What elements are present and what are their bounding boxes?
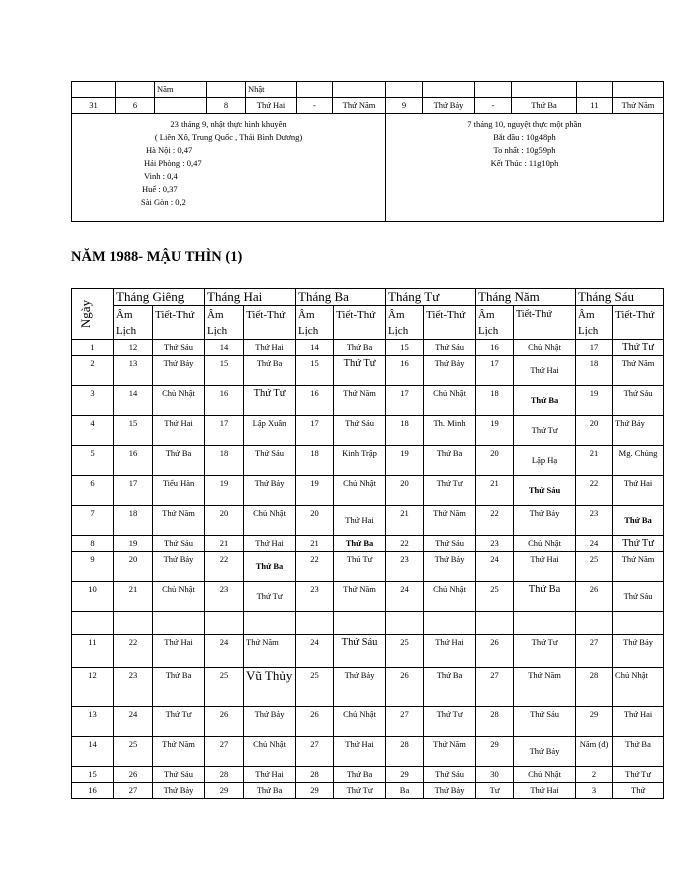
day-number-cell: 3: [72, 386, 114, 416]
blank-calendar-row: [72, 612, 664, 635]
blank-cell: [244, 612, 296, 635]
calendar-cell: 29: [205, 783, 244, 799]
calendar-cell: 24: [476, 552, 514, 582]
calendar-cell: Thứ Hai: [244, 340, 296, 356]
tiet-thu-header: Tiết-Thứ: [424, 306, 476, 340]
day-number-cell: 14: [72, 737, 114, 767]
calendar-cell: 29: [296, 783, 334, 799]
calendar-cell: 25: [476, 582, 514, 612]
tiet-thu-header: Tiết-Thứ: [334, 306, 386, 340]
calendar-cell: 19: [386, 446, 424, 476]
calendar-cell: Thứ Tư: [334, 783, 386, 799]
blank-cell: [153, 612, 205, 635]
calendar-cell: 15: [205, 356, 244, 386]
calendar-cell: 16: [386, 356, 424, 386]
calendar-cell: Chủ Nhật: [334, 476, 386, 506]
calendar-cell: Thứ Hai: [334, 737, 386, 767]
calendar-cell: 17: [476, 356, 514, 386]
blank-cell: [334, 612, 386, 635]
calendar-cell: Thứ Ba: [334, 536, 386, 552]
calendar-cell: Tiểu Hàn: [153, 476, 205, 506]
calendar-cell: Thứ Hai: [424, 635, 476, 668]
calendar-cell: 23: [114, 668, 153, 707]
calendar-row: [72, 737, 664, 767]
calendar-cell: Chủ Nhật: [424, 386, 476, 416]
day-number-cell: 15: [72, 767, 114, 783]
month-header: Tháng Năm: [476, 289, 576, 306]
calendar-cell: 29: [386, 767, 424, 783]
calendar-cell: 27: [386, 707, 424, 737]
calendar-row: [72, 552, 664, 582]
calendar-row: [72, 536, 664, 552]
calendar-cell: Thứ Hai: [514, 552, 576, 582]
tiet-thu-header: Tiết-Thứ: [244, 306, 296, 340]
day-number-cell: 5: [72, 446, 114, 476]
calendar-cell: Thứ Năm: [334, 582, 386, 612]
calendar-cell: 23: [476, 536, 514, 552]
blank-cell: [576, 612, 613, 635]
calendar-cell: 27: [114, 783, 153, 799]
calendar-cell: Thứ: [613, 783, 664, 799]
calendar-cell: 21: [386, 506, 424, 536]
calendar-cell: 22: [205, 552, 244, 582]
blank-cell: [613, 612, 664, 635]
calendar-cell: Chủ Nhật: [334, 707, 386, 737]
calendar-cell: 27: [476, 668, 514, 707]
calendar-cell: Chủ Nhật: [153, 386, 205, 416]
calendar-cell: Thứ Năm: [424, 506, 476, 536]
calendar-cell: 28: [296, 767, 334, 783]
calendar-cell: Thứ Năm: [244, 635, 296, 668]
calendar-cell: Chủ Nhật: [514, 536, 576, 552]
am-lich-header: Âm Lịch: [205, 306, 244, 340]
calendar-cell: Vũ Thủy: [244, 668, 296, 707]
calendar-cell: 26: [476, 635, 514, 668]
calendar-cell: Thứ Năm: [613, 356, 664, 386]
calendar-row: [72, 582, 664, 612]
calendar-cell: 26: [205, 707, 244, 737]
calendar-cell: Thứ Bảy: [424, 356, 476, 386]
calendar-cell: Thứ Bảy: [244, 476, 296, 506]
calendar-cell: Kinh Trập: [334, 446, 386, 476]
calendar-cell: 19: [476, 416, 514, 446]
calendar-body: [72, 340, 664, 799]
calendar-cell: Thứ Ba: [514, 582, 576, 612]
month-header-row: [72, 289, 664, 306]
day-31-row: 31 6 8 Thứ Hai - Thứ Năm 9 Thứ Bảy - Thứ Ba 11 Thứ Năm: [72, 98, 664, 114]
tiet-thu-header: Tiết-Thứ: [153, 306, 205, 340]
calendar-cell: 15: [386, 340, 424, 356]
calendar-cell: Thứ Tư: [244, 386, 296, 416]
calendar-cell: Thứ Tư: [613, 340, 664, 356]
calendar-cell: Thứ Sáu: [334, 635, 386, 668]
calendar-cell: Thứ Hai: [334, 506, 386, 536]
calendar-row: [72, 476, 664, 506]
calendar-cell: Thứ Ba: [424, 446, 476, 476]
am-lich-header: Âm Lịch: [576, 306, 613, 340]
calendar-cell: Thứ Năm: [514, 668, 576, 707]
calendar-cell: Thứ Năm: [153, 737, 205, 767]
calendar-cell: 26: [576, 582, 613, 612]
calendar-cell: Thứ Ba: [613, 737, 664, 767]
calendar-row: [72, 506, 664, 536]
calendar-cell: 28: [386, 737, 424, 767]
calendar-cell: 21: [114, 582, 153, 612]
calendar-cell: 24: [114, 707, 153, 737]
day-number-cell: 8: [72, 536, 114, 552]
day-number-cell: 13: [72, 707, 114, 737]
day-number-cell: 9: [72, 552, 114, 582]
day-number-cell: 16: [72, 783, 114, 799]
calendar-cell: Thứ Bảy: [334, 668, 386, 707]
calendar-cell: 17: [386, 386, 424, 416]
month-header: Tháng Hai: [205, 289, 296, 306]
calendar-cell: 21: [476, 476, 514, 506]
calendar-cell: Mg. Chủng: [613, 446, 664, 476]
calendar-cell: Thứ Tư: [153, 707, 205, 737]
calendar-cell: 19: [114, 536, 153, 552]
calendar-cell: 24: [296, 635, 334, 668]
calendar-cell: 28: [205, 767, 244, 783]
day-number-cell: 11: [72, 635, 114, 668]
am-lich-header: Âm Lịch: [114, 306, 153, 340]
calendar-cell: Ba: [386, 783, 424, 799]
day-number-cell: 6: [72, 476, 114, 506]
calendar-cell: 25: [114, 737, 153, 767]
calendar-cell: 25: [296, 668, 334, 707]
calendar-cell: Thứ Ba: [514, 386, 576, 416]
calendar-cell: 14: [205, 340, 244, 356]
calendar-cell: 29: [476, 737, 514, 767]
calendar-cell: Năm (đ): [576, 737, 613, 767]
calendar-cell: Thứ Hai: [244, 536, 296, 552]
calendar-cell: Thứ Hai: [514, 356, 576, 386]
calendar-cell: Thứ Ba: [153, 668, 205, 707]
calendar-cell: 30: [476, 767, 514, 783]
calendar-cell: Thứ Sáu: [514, 707, 576, 737]
day-number-cell: 2: [72, 356, 114, 386]
calendar-cell: Chủ Nhật: [153, 582, 205, 612]
calendar-cell: Thứ Sáu: [514, 476, 576, 506]
calendar-cell: 23: [205, 582, 244, 612]
calendar-cell: Thứ Ba: [334, 340, 386, 356]
calendar-cell: Thứ Ba: [334, 767, 386, 783]
calendar-cell: 20: [114, 552, 153, 582]
calendar-cell: Thứ Năm: [613, 552, 664, 582]
blank-cell: [424, 612, 476, 635]
calendar-cell: Thứ Tư: [244, 582, 296, 612]
month-header: Tháng Tư: [386, 289, 476, 306]
calendar-cell: 18: [386, 416, 424, 446]
calendar-cell: Thứ Bảy: [613, 635, 664, 668]
calendar-cell: Thứ Năm: [153, 506, 205, 536]
calendar-cell: 29: [576, 707, 613, 737]
calendar-cell: Chủ Nhật: [424, 582, 476, 612]
calendar-cell: Thứ Sáu: [613, 386, 664, 416]
am-lich-header: Âm Lịch: [476, 306, 514, 340]
calendar-cell: Thứ Hai: [153, 416, 205, 446]
calendar-cell: 14: [296, 340, 334, 356]
calendar-cell: 26: [386, 668, 424, 707]
calendar-cell: 15: [114, 416, 153, 446]
eclipse-notes-row: [72, 114, 664, 222]
sub-header-row: [72, 306, 664, 340]
calendar-cell: Thứ Sáu: [153, 536, 205, 552]
calendar-cell: Thứ Bảy: [153, 552, 205, 582]
calendar-cell: 16: [205, 386, 244, 416]
calendar-cell: 18: [205, 446, 244, 476]
calendar-cell: Thứ Bảy: [153, 783, 205, 799]
calendar-cell: 26: [114, 767, 153, 783]
section-title: NĂM 1988- MẬU THÌN (1): [71, 249, 243, 265]
calendar-cell: Lập Xuân: [244, 416, 296, 446]
calendar-cell: Chủ Nhật: [514, 767, 576, 783]
calendar-cell: 23: [576, 506, 613, 536]
calendar-cell: Thứ Tư: [514, 416, 576, 446]
calendar-cell: 27: [205, 737, 244, 767]
calendar-cell: Thứ Tư: [334, 356, 386, 386]
calendar-1988-table: [71, 288, 664, 799]
calendar-cell: Th. Minh: [424, 416, 476, 446]
calendar-cell: 22: [296, 552, 334, 582]
calendar-cell: 21: [296, 536, 334, 552]
calendar-cell: 19: [576, 386, 613, 416]
calendar-cell: Thứ Tư: [424, 707, 476, 737]
calendar-cell: 26: [296, 707, 334, 737]
calendar-cell: 25: [386, 635, 424, 668]
calendar-cell: Thứ Bảy: [244, 707, 296, 737]
tiet-thu-header: Tiết-Thứ: [613, 306, 664, 340]
tiet-thu-header: Tiết-Thứ: [514, 306, 576, 340]
calendar-cell: 22: [576, 476, 613, 506]
calendar-cell: Thứ Sáu: [334, 416, 386, 446]
calendar-cell: 25: [205, 668, 244, 707]
calendar-row: [72, 356, 664, 386]
calendar-cell: 13: [114, 356, 153, 386]
calendar-row: [72, 446, 664, 476]
blank-cell: [514, 612, 576, 635]
calendar-cell: Thứ Ba: [424, 668, 476, 707]
calendar-cell: Thứ Bảy: [424, 552, 476, 582]
calendar-cell: 20: [205, 506, 244, 536]
calendar-cell: Thứ Hai: [153, 635, 205, 668]
calendar-cell: 19: [296, 476, 334, 506]
calendar-row: [72, 635, 664, 668]
calendar-row: [72, 783, 664, 799]
calendar-cell: 28: [476, 707, 514, 737]
day-number-cell: 1: [72, 340, 114, 356]
calendar-cell: 24: [386, 582, 424, 612]
calendar-cell: 28: [576, 668, 613, 707]
calendar-cell: Thứ Ba: [613, 506, 664, 536]
calendar-cell: Thứ Tư: [514, 635, 576, 668]
calendar-cell: Thứ Ba: [244, 356, 296, 386]
previous-calendar-table: [71, 81, 664, 222]
calendar-cell: Thứ Hai: [244, 767, 296, 783]
calendar-cell: Thứ Ba: [244, 552, 296, 582]
calendar-cell: 16: [476, 340, 514, 356]
calendar-cell: Thứ Bảy: [153, 356, 205, 386]
calendar-row: [72, 340, 664, 356]
partial-row: Năm Nhật: [72, 82, 664, 98]
calendar-cell: 19: [205, 476, 244, 506]
day-number-cell: 7: [72, 506, 114, 536]
calendar-cell: 17: [576, 340, 613, 356]
calendar-cell: 3: [576, 783, 613, 799]
calendar-cell: 20: [386, 476, 424, 506]
calendar-cell: 2: [576, 767, 613, 783]
calendar-cell: 18: [476, 386, 514, 416]
calendar-cell: Thứ Tư: [613, 536, 664, 552]
calendar-cell: Thứ Sáu: [613, 582, 664, 612]
month-header: Tháng Ba: [296, 289, 386, 306]
calendar-cell: 14: [114, 386, 153, 416]
calendar-cell: 17: [114, 476, 153, 506]
calendar-cell: Thứ Sáu: [153, 767, 205, 783]
blank-cell: [72, 612, 114, 635]
blank-cell: [476, 612, 514, 635]
calendar-cell: Chủ Nhật: [244, 506, 296, 536]
calendar-cell: Thứ Hai: [613, 707, 664, 737]
calendar-cell: Thứ Sáu: [153, 340, 205, 356]
calendar-row: [72, 767, 664, 783]
calendar-cell: Thứ Ba: [153, 446, 205, 476]
calendar-cell: Thứ Sáu: [424, 340, 476, 356]
blank-cell: [205, 612, 244, 635]
calendar-cell: Lập Hạ: [514, 446, 576, 476]
calendar-cell: Thứ Bảy: [514, 506, 576, 536]
calendar-cell: Thứ Hai: [514, 783, 576, 799]
calendar-cell: Chủ Nhật: [613, 668, 664, 707]
calendar-cell: Thứ Sáu: [424, 536, 476, 552]
am-lich-header: Âm Lịch: [386, 306, 424, 340]
calendar-cell: 25: [576, 552, 613, 582]
calendar-cell: 16: [114, 446, 153, 476]
calendar-cell: 20: [296, 506, 334, 536]
calendar-cell: Thứ Bảy: [613, 416, 664, 446]
blank-cell: [386, 612, 424, 635]
calendar-cell: Thứ Ba: [244, 783, 296, 799]
calendar-cell: 21: [576, 446, 613, 476]
day-column-header: Ngày: [72, 289, 114, 340]
calendar-cell: Thứ Tư: [424, 476, 476, 506]
calendar-cell: Thú Tư: [334, 552, 386, 582]
calendar-row: [72, 416, 664, 446]
calendar-cell: Thứ Bảy: [514, 737, 576, 767]
solar-eclipse-note: 23 tháng 9, nhật thực hình khuyên ( Liên Xô, Trung Quốc , Thái Bình Dương) Hà Nội : 0,47 Hải Phòng : 0,47 Vinh : 0,4 Huế : 0,37 Sài Gòn : 0,2: [72, 114, 386, 222]
calendar-cell: 22: [386, 536, 424, 552]
calendar-cell: Thứ Tư: [613, 767, 664, 783]
calendar-cell: Thứ Năm: [424, 737, 476, 767]
calendar-cell: Thứ Hai: [613, 476, 664, 506]
calendar-cell: 22: [476, 506, 514, 536]
calendar-cell: 23: [296, 582, 334, 612]
calendar-row: [72, 386, 664, 416]
calendar-row: [72, 668, 664, 707]
calendar-cell: Tư: [476, 783, 514, 799]
calendar-cell: 27: [296, 737, 334, 767]
calendar-cell: 17: [296, 416, 334, 446]
lunar-eclipse-note: 7 tháng 10, nguyệt thực một phần Bắt đầu : 10g48ph To nhất : 10g59ph Kết Thúc : 11g10ph: [386, 114, 664, 222]
calendar-cell: 24: [576, 536, 613, 552]
calendar-cell: 21: [205, 536, 244, 552]
calendar-cell: 24: [205, 635, 244, 668]
day-number-cell: 12: [72, 668, 114, 707]
calendar-cell: 15: [296, 356, 334, 386]
calendar-cell: Thứ Năm: [334, 386, 386, 416]
calendar-cell: Thứ Sáu: [424, 767, 476, 783]
calendar-cell: Thứ Bảy: [424, 783, 476, 799]
calendar-cell: 23: [386, 552, 424, 582]
calendar-cell: Chủ Nhật: [514, 340, 576, 356]
calendar-cell: 18: [576, 356, 613, 386]
calendar-row: [72, 707, 664, 737]
calendar-cell: 27: [576, 635, 613, 668]
calendar-cell: 20: [576, 416, 613, 446]
blank-cell: [114, 612, 153, 635]
calendar-cell: 22: [114, 635, 153, 668]
calendar-cell: 17: [205, 416, 244, 446]
calendar-cell: Chủ Nhật: [244, 737, 296, 767]
calendar-cell: 18: [296, 446, 334, 476]
calendar-cell: 20: [476, 446, 514, 476]
month-header: Tháng Giêng: [114, 289, 205, 306]
day-number-cell: 4: [72, 416, 114, 446]
calendar-cell: 18: [114, 506, 153, 536]
blank-cell: [296, 612, 334, 635]
calendar-cell: 16: [296, 386, 334, 416]
month-header: Tháng Sáu: [576, 289, 664, 306]
calendar-cell: Thứ Sáu: [244, 446, 296, 476]
calendar-cell: 12: [114, 340, 153, 356]
day-number-cell: 10: [72, 582, 114, 612]
am-lich-header: Âm Lịch: [296, 306, 334, 340]
